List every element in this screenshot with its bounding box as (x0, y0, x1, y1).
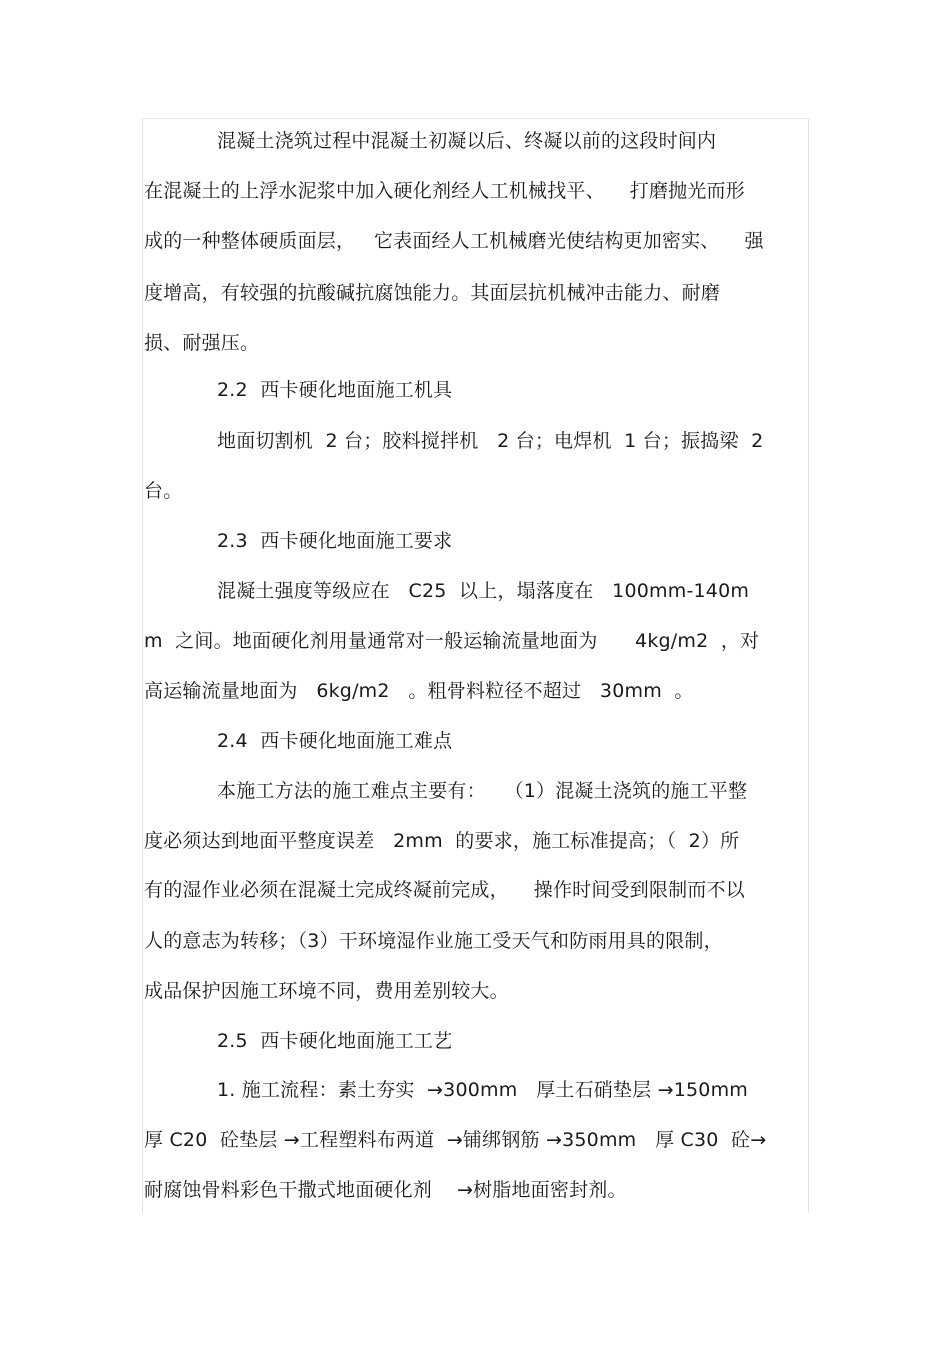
text-line: 损、耐强压。 (144, 332, 260, 354)
section-heading: 2.5 西卡硬化地面施工工艺 (217, 1030, 453, 1052)
text-line: 成的一种整体硬质面层， 它表面经人工机械磨光使结构更加密实、 强 (144, 230, 764, 252)
text-line: 在混凝土的上浮水泥浆中加入硬化剂经人工机械找平、 打磨抛光而形 (144, 180, 745, 202)
text-line: m 之间。地面硬化剂用量通常对一般运输流量地面为 4kg/m2 ，对 (144, 630, 760, 652)
section-heading: 2.3 西卡硬化地面施工要求 (217, 530, 453, 552)
text-line: 地面切割机 2 台；胶料搅拌机 2 台；电焊机 1 台；振捣梁 2 (217, 430, 764, 452)
text-line: 混凝土浇筑过程中混凝土初凝以后、终凝以前的这段时间内 (217, 130, 717, 152)
text-line: 有的湿作业必须在混凝土完成终凝前完成， 操作时间受到限制而不以 (144, 879, 745, 901)
text-line: 成品保护因施工环境不同，费用差别较大。 (144, 980, 509, 1002)
text-line: 1. 施工流程：素土夯实 →300mm 厚土石硝垫层 →150mm (217, 1079, 749, 1101)
text-line: 耐腐蚀骨料彩色干撒式地面硬化剂 →树脂地面密封剂。 (144, 1179, 627, 1201)
text-line: 混凝土强度等级应在 C25 以上，塌落度在 100mm-140m (217, 580, 750, 602)
text-line: 人的意志为转移；（3）干环境湿作业施工受天气和防雨用具的限制， (144, 930, 723, 952)
text-line: 度增高，有较强的抗酸碱抗腐蚀能力。其面层抗机械冲击能力、耐磨 (144, 282, 721, 304)
text-line: 本施工方法的施工难点主要有： （1）混凝土浇筑的施工平整 (217, 780, 748, 802)
text-line: 度必须达到地面平整度误差 2mm 的要求，施工标准提高；（ 2）所 (144, 830, 740, 852)
text-line: 台。 (144, 480, 183, 502)
section-heading: 2.2 西卡硬化地面施工机具 (217, 379, 453, 401)
text-line: 高运输流量地面为 6kg/m2 。粗骨料粒径不超过 30mm 。 (144, 680, 694, 702)
section-heading: 2.4 西卡硬化地面施工难点 (217, 730, 453, 752)
text-line: 厚 C20 砼垫层 →工程塑料布两道 →铺绑钢筋 →350mm 厚 C30 砼→ (144, 1129, 767, 1151)
